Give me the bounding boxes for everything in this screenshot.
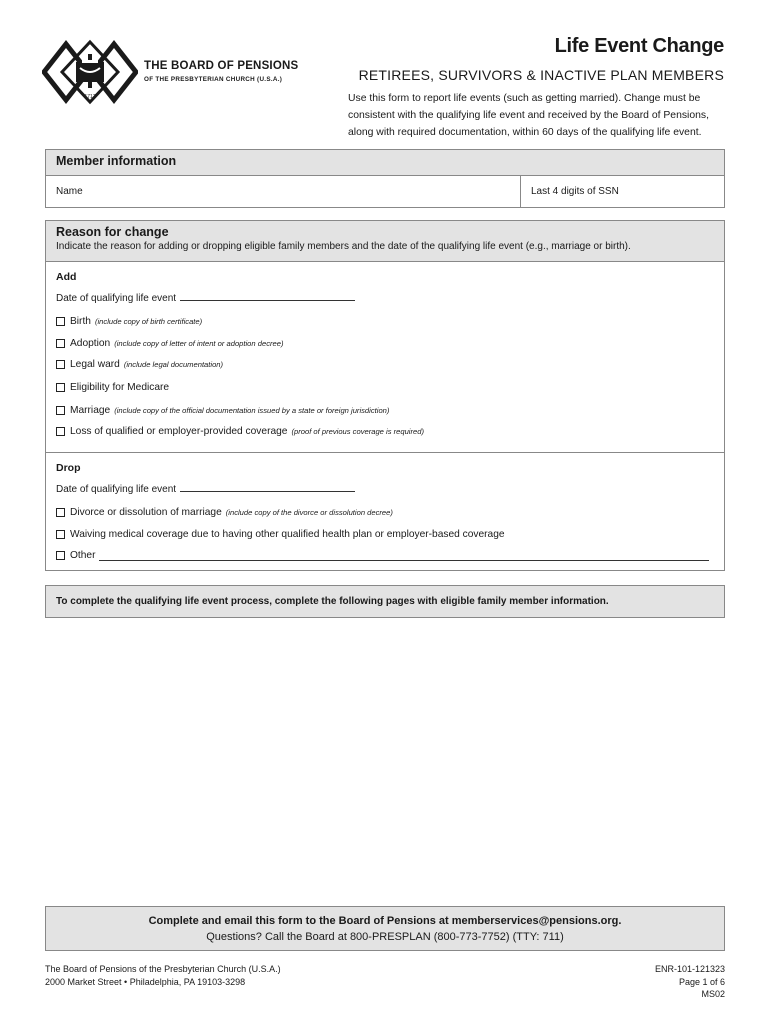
add-date-label: Date of qualifying life event [56,293,177,304]
legal-ward-checkbox[interactable] [56,360,65,369]
option-note: (proof of previous coverage is required) [291,427,425,437]
drop-title: Drop [56,462,81,474]
footer-street: 2000 Market Street • Philadelphia, PA 19103-3298 [45,976,246,987]
member-information-header [46,150,724,176]
footer-form-info [655,963,725,1001]
reason-heading: Reason for change [56,225,169,239]
option-note: (include copy of birth certificate) [94,317,203,327]
option-label: Waiving medical coverage due to having other qualified health plan or employer-based coverage [70,528,505,540]
add-option-loss-of-coverage[interactable] [56,421,714,443]
reason-description: Indicate the reason for adding or dropping eligible family members and the date of the qualifying life event (e.g., marriage or birth). [56,241,631,252]
option-label: Loss of qualified or employer-provided coverage [70,426,288,438]
add-section [46,262,724,452]
reason-for-change-section [45,220,725,571]
option-label: Adoption [70,337,111,349]
option-note: (include copy of the divorce or dissolution decree) [225,508,393,518]
member-information-section [45,149,725,208]
complete-pages-notice: To complete the qualifying life event process, complete the following pages with eligible family member information. [45,585,725,618]
other-field[interactable] [99,551,709,561]
waiving-coverage-checkbox[interactable] [56,530,65,539]
member-information-heading: Member information [56,154,177,168]
questions-phone-line: Questions? Call the Board at 800-PRESPLAN (800-773-7752) (TTY: 711) [206,931,564,943]
medicare-checkbox[interactable] [56,383,65,392]
loss-of-coverage-checkbox[interactable] [56,427,65,436]
footer-address [45,963,281,988]
option-note: (include copy of the official documentation issued by a state or foreign jurisdiction) [114,405,390,415]
add-title: Add [56,271,77,283]
form-id: ENR-101-121323 [654,964,725,974]
add-option-legal-ward[interactable] [56,354,714,376]
adoption-checkbox[interactable] [56,339,65,348]
logo-year: 1717 [84,94,96,100]
other-checkbox[interactable] [56,551,65,560]
page-number: Page 1 of 6 [678,976,725,987]
form-subtitle: RETIREES, SURVIVORS & INACTIVE PLAN MEMBERS [358,67,724,83]
divorce-checkbox[interactable] [56,508,65,517]
add-option-adoption[interactable] [56,333,714,355]
marriage-checkbox[interactable] [56,406,65,415]
option-label: Marriage [70,404,111,416]
ssn-field[interactable] [521,176,629,207]
option-label: Legal ward [70,359,120,371]
drop-date-line [56,482,714,495]
logo-subtitle: OF THE PRESBYTERIAN CHURCH (U.S.A.) [144,76,283,83]
drop-option-divorce[interactable] [56,502,714,524]
option-note: (include copy of letter of intent or adoption decree) [114,338,284,348]
add-option-birth[interactable] [56,311,714,333]
form-intro: Use this form to report life events (such as getting married). Change must be consistent with the qualifying life event and received by the Board of Pensions, along with required documentation, within 60 days of the qualifying life event. [348,93,710,138]
reason-header [46,221,724,262]
add-option-medicare[interactable] [56,376,714,400]
drop-date-field[interactable] [180,482,355,492]
footer-org: The Board of Pensions of the Presbyterian Church (U.S.A.) [45,964,281,974]
submit-email-line: Complete and email this form to the Board of Pensions at memberservices@pensions.org. [148,915,622,927]
option-note: (include legal documentation) [123,360,224,370]
drop-date-label: Date of qualifying life event [56,484,177,495]
birth-checkbox[interactable] [56,317,65,326]
other-label: Other [70,550,96,562]
drop-option-waiving-coverage[interactable] [56,524,714,546]
drop-option-other[interactable] [56,545,714,567]
form-code: MS02 [701,989,725,999]
option-label: Divorce or dissolution of marriage [70,507,222,519]
logo-title: THE BOARD OF PENSIONS [144,60,299,72]
name-label: Name [56,186,83,197]
board-of-pensions-logo-icon [42,38,138,106]
add-option-marriage[interactable] [56,400,714,422]
member-information-row [46,176,724,207]
drop-section [46,452,724,567]
submit-instructions [45,906,725,951]
logo [42,38,299,106]
ssn-label: Last 4 digits of SSN [531,186,619,197]
option-label: Birth [70,316,91,328]
form-title: Life Event Change [554,35,724,57]
option-label: Eligibility for Medicare [70,382,170,393]
add-date-line [56,291,714,304]
add-date-field[interactable] [180,291,355,301]
name-field[interactable] [46,176,521,207]
